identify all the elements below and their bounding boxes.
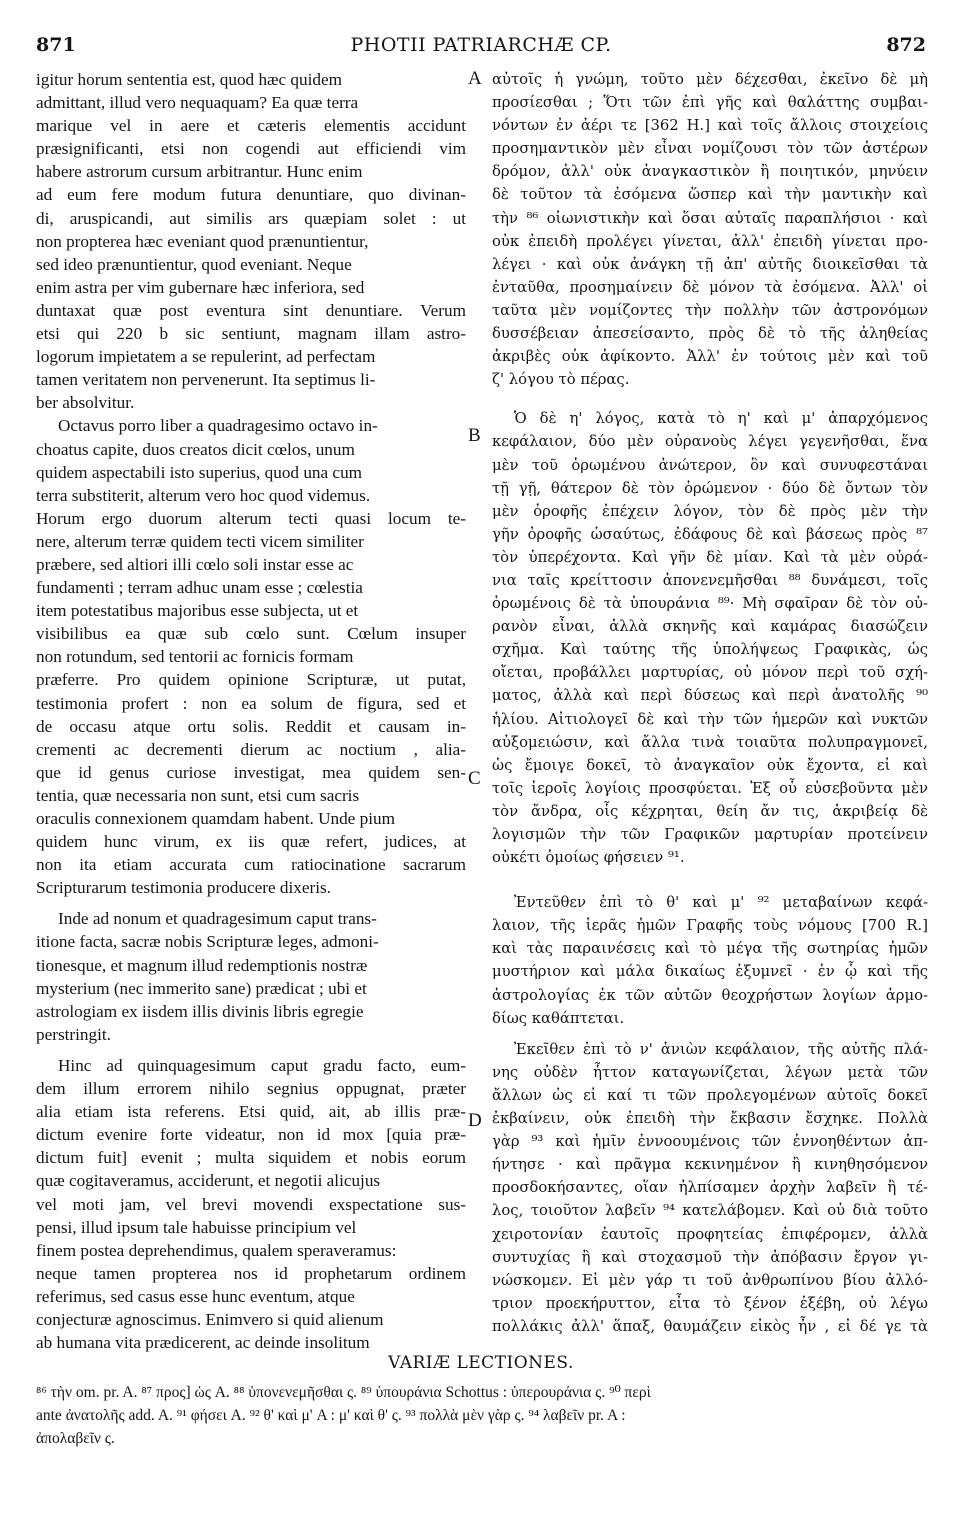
text-line: προσδοκήσαντες, οἵαν ἠλπίσαμεν ἀρχὴν λαβεῖν ἢ τέ- [492, 1179, 928, 1197]
text-line: ἐκβαίνειν, οὐκ ἐπειδὴ τὴν ἔκβασιν ἔσχηκε. Πολλὰ [492, 1110, 928, 1128]
text-line: astrologiam ex iisdem illis divinis libris egregie [36, 1001, 364, 1021]
text-line: τριον προεκήρυττον, εἶτα τὸ ξένον ἐξέβη, οὐ λέγω [492, 1294, 928, 1312]
text-line: Ἐντεῦθεν ἐπὶ τὸ θ' καὶ μ' ⁹² μεταβαίνων κεφά- [514, 894, 928, 912]
latin-paragraph [36, 907, 466, 1046]
text-line: καὶ τὰς παραινέσεις καὶ τὸ μέγα τῆς σωτηρίας ἡμῶν [492, 940, 928, 958]
text-line: item potestatibus majoribus esse subjecta, ut et [36, 601, 359, 621]
text-line: δρόμον, ἀλλ' οὐκ ἀναγκαστικὸν ἢ ποιητικόν, μηνύειν [492, 163, 928, 181]
text-line: προσίεσθαι ; Ὅτι τῶν ἐπὶ γῆς καὶ θαλάττης συμβαι- [492, 94, 928, 112]
text-line: σχῆμα. Καὶ ταύτης τῆς ὑπολήψεως Γραφικὰς, ὡς [492, 641, 928, 659]
text-line: choatus capite, duos creatos dicit cœlos, unum [36, 439, 355, 459]
text-line: ad eum fere modum futura denuntiare, quo divinan- [36, 185, 466, 205]
latin-paragraph [36, 1054, 466, 1354]
text-line: ήντησε · καὶ πρᾶγμα κεκινημένον ἢ κινηθησόμενον [492, 1156, 928, 1174]
text-line: ἄλλων ὡς εἰ καί τι τῶν προλεγομένων αὐτοῖς δοκεῖ [492, 1086, 928, 1104]
text-line: referimus, sed casus esse hunc eventum, atque [36, 1286, 355, 1306]
text-line: Inde ad nonum et quadragesimum caput trans- [58, 909, 377, 929]
text-line: μὲν ὀροφῆς ἐπέχειν λόγον, τὸν δὲ πρὸς μὲν τὴν [492, 502, 928, 520]
text-line: pensi, illud ipsum tale habuisse principium vel [36, 1217, 357, 1237]
text-line: ὁρωμένοις δὲ τὰ ὑπουράνια ⁸⁹· Μὴ σφαῖραν δὲ τὸν οὐ- [492, 595, 928, 613]
variant-line: ἀπολαβεῖν ς. [36, 1430, 115, 1448]
text-line: duntaxat quæ post eventura sint denuntiare. Verum [36, 300, 466, 320]
variant-line: ⁸⁶ τὴν om. pr. A. ⁸⁷ προς] ὡς A. ⁸⁸ ὑπονενεμῆσθαι ς. ⁸⁹ ὑπουράνια Schottus : ὑπερουράνια ς. ⁹⁰ περὶ [36, 1384, 651, 1401]
margin-letter-b: B [468, 425, 481, 446]
text-line: fundamenti ; terram adhuc unam esse ; cœlestia [36, 578, 363, 598]
text-line: perstringit. [36, 1024, 111, 1044]
text-line: Hinc ad quinquagesimum caput gradu facto, eum- [58, 1055, 466, 1075]
text-line: δίως καθάπτεται. [492, 1009, 625, 1027]
text-line: conjecturæ agnoscimus. Enimvero si quid alienum [36, 1309, 384, 1329]
text-line: finem postea deprehendimus, qualem speraveramus: [36, 1240, 397, 1260]
text-line: νια ταῖς κρείττοσιν ἀπονενεμῆσθαι ⁸⁸ δυνάμεσι, τοῖς [492, 571, 928, 589]
text-line: μυστήριον καὶ μάλα δικαίως ἐξυμνεῖ · ἐν ᾧ καὶ τῆς [492, 963, 928, 981]
text-line: etsi qui 220 b sic sentiunt, magnam illam astro- [36, 324, 466, 344]
text-line: vel moti jam, vel brevi movendi exspectatione sus- [36, 1194, 466, 1214]
text-line: logorum impietatem a se repulerint, ad perfectam [36, 347, 376, 367]
text-line: κεφάλαιον, δύο μὲν οὐρανοὺς λέγει γεγενῆσθαι, ἕνα [492, 433, 928, 451]
text-line: αὐτοῖς ἡ γνώμη, τοῦτο μὲν δέχεσθαι, ἐκεῖνο δὲ μὴ [492, 71, 928, 88]
text-line: tionesque, et magnum illud redemptionis nostræ [36, 955, 368, 975]
text-line: igitur horum sententia est, quod hæc quidem [36, 70, 342, 89]
greek-paragraph [492, 407, 928, 869]
text-line: mysterium (nec immerito sane) prædicat ; ubi et [36, 978, 367, 998]
text-line: συντυχίας ἢ καὶ στοχασμοῦ τὴν ἀπόβασιν ἔργον γι- [492, 1248, 928, 1266]
text-line: Ἐκεῖθεν ἐπὶ τὸ ν' ἀνιὼν κεφάλαιον, τῆς αὐτῆς πλά- [514, 1040, 928, 1058]
text-line: præferre. Pro quidem opinione Scripturæ, ut putat, [36, 670, 466, 690]
margin-letter-d: D [468, 1110, 482, 1131]
text-line: Octavus porro liber a quadragesimo octavo in- [58, 416, 378, 436]
text-line: προσημαντικὸν μὲν εἶναι νομίζουσι τὸν τῶν ἀστέρων [492, 140, 928, 158]
text-line: dem illum errorem nihilo segnius oppugnat, præter [36, 1079, 466, 1099]
text-line: tamen veritatem non pervenerunt. Ita septimus li- [36, 370, 376, 390]
text-line: di, aruspicandi, aut similis ars quæpiam solet : ut [36, 208, 466, 228]
right-page-number: 872 [886, 34, 926, 56]
text-line: testimonia profert : non ea solum de figura, sed et [36, 693, 466, 713]
text-line: λέγει · καὶ οὐκ ἀνάγκη τῇ ἀπ' αὐτῆς διοικεῖσθαι τὰ [492, 255, 928, 273]
margin-letter-a: A [468, 68, 482, 89]
text-line: itione facta, sacræ nobis Scripturæ leges, admoni- [36, 932, 379, 952]
greek-paragraph [492, 891, 928, 1030]
text-line: ὡς ἔμοιγε δοκεῖ, τὸ ἀναγκαῖον οὐκ ἔχοντα, εἰ καὶ [492, 756, 928, 774]
variae-lectiones-title: VARIÆ LECTIONES. [388, 1353, 574, 1373]
latin-paragraph [36, 414, 466, 899]
left-page-number: 871 [36, 34, 76, 56]
text-line: oraculis connexionem quamdam habent. Unde pium [36, 809, 395, 828]
text-line: ρανὸν εἶναι, ἀλλὰ σκηνῆς καὶ καμάρας διασώζειν [492, 618, 928, 636]
text-line: τοῖς ἱεροῖς λογίοις προσφύεται. Ἐξ οὗ εὐσεβοῦντα μὲν [492, 779, 928, 797]
text-line: nere, alterum terræ quidem tecti vicem similiter [36, 531, 364, 551]
text-line: quidem hunc virum, ex iis quæ refert, judices, at [36, 832, 466, 852]
text-line: μὲν τοῦ ὁρωμένου ἀνώτερον, ὃν καὶ συνυφεστάναι [492, 456, 928, 474]
text-line: νόντων ἐν ἀέρι τε [362 H.] καὶ τοῖς ἄλλοις στοιχείοις [492, 117, 928, 135]
variae-lectiones [36, 1382, 928, 1451]
text-line: præbere, sed altiori illi cœlo soli instar esse ac [36, 554, 354, 574]
text-line: dictum fuit] evenit ; multa siquidem et nobis eorum [36, 1148, 466, 1168]
text-line: γῆν ὀροφῆς ὡσαύτως, ἐδάφους δὲ καὶ βάσεως πρὸς ⁸⁷ [492, 525, 928, 543]
text-line: que id genus curiose investigat, mea quidem sen- [36, 762, 466, 782]
text-line: admittant, illud vero nequaquam? Ea quæ terra [36, 93, 359, 113]
greek-paragraph [492, 1038, 928, 1338]
variant-line: ante ἀνατολῆς add. A. ⁹¹ φήσει A. ⁹² θ' καὶ μ' A : μ' καὶ θ' ς. ⁹³ πολλὰ μὲν γὰρ ς. ⁹⁴ λαβεῖν pr. A : [36, 1407, 626, 1425]
text-line: enim astra per vim gubernare hæc inferiora, sed [36, 277, 365, 297]
text-line: χειροτονίαν ἑαυτοῖς προφητείας ἐπιφέρομεν, ἀλλὰ [492, 1225, 928, 1243]
text-line: de occasu atque ortu solis. Reddit et causam in- [36, 716, 466, 736]
text-line: non ita etiam accurata cum ratiocinatione sacrarum [36, 855, 466, 875]
text-line: τὸν ἄνδρα, οἷς κέχρηται, θείη ἄν τις, ἀκριβείᾳ δὲ [492, 802, 928, 820]
text-line: dictum evenire forte videatur, non id mox [quia præ- [36, 1125, 466, 1145]
text-line: λογισμῶν τὴν τῶν Γραφικῶν μαρτυρίαν προτείνειν [492, 826, 928, 843]
text-line: sed ideo prænuntientur, quod eveniant. Neque [36, 254, 352, 274]
text-line: οἴεται, προβάλλει μαρτυρίας, οὐ μόνον περὶ τοῦ σχή- [492, 664, 928, 682]
text-line: ταῦτα μὲν νομίζοντες τὴν πολλὴν τῶν ἀστρονόμων [492, 301, 928, 319]
text-line: νώσκομεν. Εἰ μὲν γάρ τι τοῦ ἀνθρωπίνου βίου ἀλλό- [492, 1271, 928, 1289]
text-line: visibilibus ea quæ sub cœlo sunt. Cœlum insuper [36, 624, 466, 644]
latin-paragraph [36, 68, 466, 414]
text-line: νης οὐδὲν ἧττον καταγωνίζεται, λέγων μετὰ τῶν [492, 1063, 928, 1081]
text-line: Scripturarum testimonia producere dixeris. [36, 878, 331, 898]
text-line: tentia, quæ necessaria non sunt, etsi cum sacris [36, 785, 360, 805]
text-line: ἀστρολογίας ἐκ τῶν αὐτῶν θεοχρήστων λογίων ἁρμο- [492, 986, 928, 1004]
text-line: neque tamen propterea nos id prophetarum ordinem [36, 1263, 466, 1283]
text-line: τὸν ὑπερέχοντα. Καὶ γῆν δὲ μίαν. Καὶ τὰ μὲν οὐρά- [492, 548, 928, 566]
text-line: ἀκριβὲς οὐκ ἀφίκοντο. Ἀλλ' ἐν τούτοις μὲν καὶ τοῦ [492, 348, 928, 366]
latin-column [36, 68, 466, 1354]
page-header [36, 34, 926, 64]
text-line: crementi ac decrementi dierum ac noctium , alia- [36, 739, 466, 759]
text-line: non propterea hæc eveniant quod prænuntientur, [36, 231, 369, 251]
text-line: marique vel in aere et cæteris elementis accidunt [36, 116, 466, 136]
text-line: οὐκ ἐπειδὴ προλέγει γίνεται, ἀλλ' ἐπειδὴ γίνεται προ- [492, 232, 928, 250]
text-line: λαιον, τῆς ἱερᾶς ἡμῶν Γραφῆς τοὺς νόμους [700 R.] [492, 917, 928, 935]
text-line: ματος, ἀλλὰ καὶ περὶ δύσεως καὶ περὶ ἀνατολῆς ⁹⁰ [492, 687, 928, 705]
text-line: τὴν ⁸⁶ οἰωνιστικὴν καὶ ὅσαι αὐταῖς παραπλήσιοι · καὶ [492, 209, 928, 227]
text-line: ἐνταῦθα, προσημαίνειν δὲ μόνον τὰ ἐσόμενα. Ἀλλ' οἱ [492, 278, 928, 296]
text-line: Ὁ δὲ η' λόγος, κατὰ τὸ η' καὶ μ' ἀπαρχόμενος [514, 410, 928, 428]
text-line: δὲ τοῦτον τὰ ἐσόμενα ὥσπερ καὶ τὴν μαντικὴν καὶ [492, 186, 928, 204]
text-line: πολλάκις ἀλλ' ἅπαξ, θαυμάζειν εἰκὸς ἦν , εἰ δέ γε τὰ [492, 1317, 928, 1335]
margin-letter-c: C [468, 768, 481, 789]
text-line: alia etiam ista referens. Etsi quid, ait, ab illis præ- [36, 1102, 466, 1122]
text-line: ab humana vita prædicerent, ac deinde insolitum [36, 1333, 370, 1353]
text-line: quidem aspectabili isto superius, quod una cum [36, 462, 363, 482]
text-line: γὰρ ⁹³ καὶ ἡμῖν ἐννοουμένοις τῶν ἐννοηθέντων ἀπ- [492, 1133, 928, 1151]
text-line: ἡλίου. Αἰτιολογεῖ δὲ καὶ τὴν τῶν ἡμερῶν καὶ νυκτῶν [492, 710, 928, 728]
text-line: δυσσέβειαν ἀπεσείσαντο, πρὸς δὲ τὸ τῆς ἀληθείας [492, 325, 928, 343]
text-line: τῇ γῇ, θάτερον δὲ τὸν ὁρώμενον · δύο δὲ ὄντων τὸν [492, 479, 928, 497]
text-line: non rotundum, sed tentorii ac fornicis formam [36, 647, 354, 667]
text-line: ζ' λόγου τὸ πέρας. [492, 371, 630, 389]
text-line: ber absolvitur. [36, 393, 135, 413]
text-line: habere astrorum cursum arbitrantur. Hunc enim [36, 162, 363, 182]
text-line: οὐκέτι ὁμοίως φήσειεν ⁹¹. [492, 849, 685, 867]
text-line: λος, τοιοῦτον λαβεῖν ⁹⁴ κατελάβομεν. Καὶ οὐ διὰ τοῦτο [492, 1202, 928, 1220]
text-line: præsignificanti, etsi non cogendi aut efficiendi vim [36, 139, 466, 159]
text-line: terra substiterit, alterum vero hoc quod videmus. [36, 485, 371, 505]
running-title: PHOTII PATRIARCHÆ CP. [350, 34, 612, 56]
text-line: quæ cogitaveramus, acciderunt, et negotii alicujus [36, 1171, 381, 1191]
greek-paragraph [492, 68, 928, 391]
text-line: Horum ergo duorum alterum tecti quasi locum te- [36, 508, 466, 528]
text-line: αὐξομειώσιν, καὶ ἄλλα τινὰ τοιαῦτα πολυπραγμονεῖ, [492, 733, 928, 751]
greek-column [492, 68, 928, 1338]
